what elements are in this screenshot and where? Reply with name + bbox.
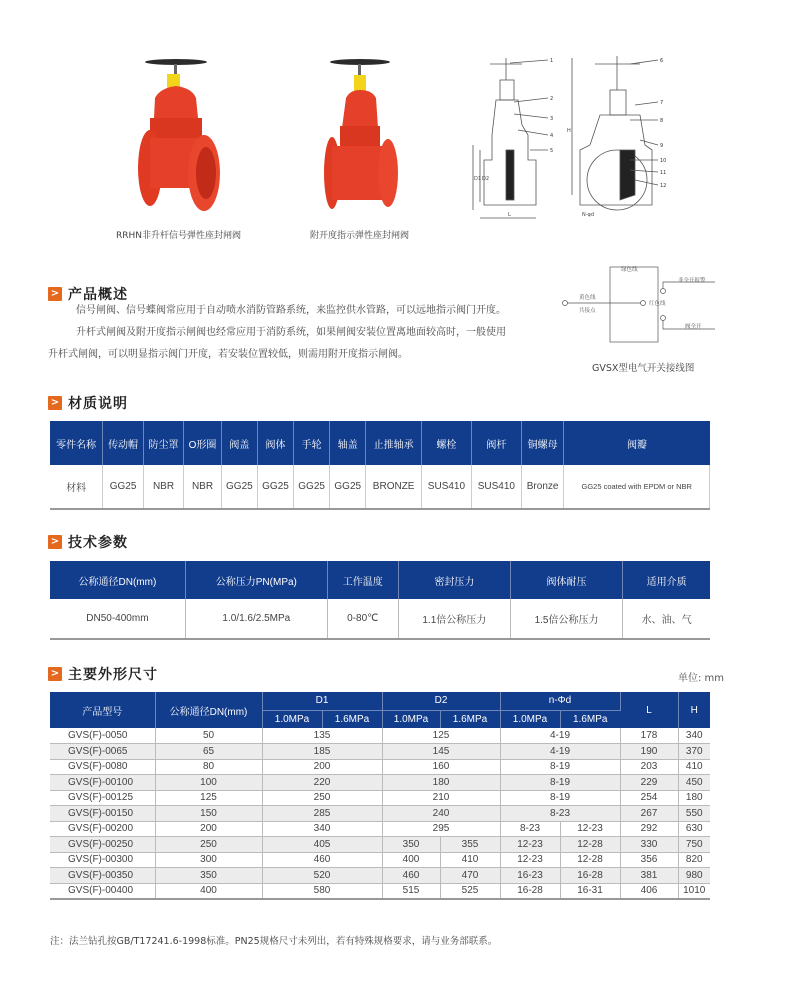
table-cell: GG25 coated with EPDM or NBR <box>564 465 710 509</box>
table-cell: GG25 <box>330 465 366 509</box>
cell-d2: 180 <box>382 775 500 791</box>
cell-d1: 135 <box>262 728 382 744</box>
cell-d2-16: 355 <box>440 837 500 853</box>
svg-text:10: 10 <box>660 158 667 164</box>
header-d2: D2 <box>382 692 500 710</box>
section-heading-dimensions <box>48 664 158 684</box>
cell-h: 820 <box>678 852 710 868</box>
svg-text:5: 5 <box>550 148 554 154</box>
header-cell: 铜螺母 <box>521 421 564 465</box>
chevron-right-icon: > <box>48 535 62 549</box>
cell-d1: 250 <box>262 790 382 806</box>
cell-d2: 160 <box>382 759 500 775</box>
wire-label-not-open-alarm: 非全开报警 <box>678 278 706 284</box>
table-cell: GG25 <box>294 465 330 509</box>
header-dn: 公称通径DN(mm) <box>155 692 262 728</box>
cell-nd-10: 8-23 <box>500 821 560 837</box>
wire-label-yellow: 黄色线 <box>579 295 596 301</box>
header-h: H <box>678 692 710 728</box>
header-pressure: 1.0MPa <box>262 710 322 728</box>
header-pressure: 1.6MPa <box>560 710 620 728</box>
cell-d1: 405 <box>262 837 382 853</box>
svg-text:H: H <box>567 128 571 134</box>
cell-d2-10: 460 <box>382 868 440 884</box>
svg-text:11: 11 <box>660 170 667 176</box>
cell-nd-10: 12-23 <box>500 837 560 853</box>
table-cell: SUS410 <box>421 465 471 509</box>
cell-model: GVS(F)-00150 <box>50 806 155 822</box>
table-cell: DN50-400mm <box>50 599 185 639</box>
header-cell: O形圈 <box>184 421 222 465</box>
cell-model: GVS(F)-00400 <box>50 883 155 899</box>
cell-nd: 4-19 <box>500 728 620 744</box>
cell-d2-10: 400 <box>382 852 440 868</box>
section-title: 技术参数 <box>68 535 128 551</box>
header-pressure: 1.6MPa <box>440 710 500 728</box>
header-l: L <box>620 692 678 728</box>
cell-h: 980 <box>678 868 710 884</box>
overview-paragraph: 信号闸阀、信号蝶阀常应用于自动喷水消防管路系统，来监控供水管路，可以远地指示阀门开度。 <box>76 305 506 316</box>
svg-text:D1: D1 <box>474 176 482 182</box>
table-cell: 1.0/1.6/2.5MPa <box>185 599 327 639</box>
table-row <box>50 837 710 853</box>
header-cell: 公称通径DN(mm) <box>50 561 185 599</box>
header-cell: 适用介质 <box>623 561 710 599</box>
header-cell: 阀体 <box>257 421 293 465</box>
cell-dn: 150 <box>155 806 262 822</box>
cell-model: GVS(F)-00200 <box>50 821 155 837</box>
table-row <box>50 852 710 868</box>
header-cell: 公称压力PN(MPa) <box>185 561 327 599</box>
cell-l: 381 <box>620 868 678 884</box>
svg-text:6: 6 <box>660 58 664 64</box>
cell-nd-10: 16-23 <box>500 868 560 884</box>
cell-d1: 460 <box>262 852 382 868</box>
chevron-right-icon: > <box>48 667 62 681</box>
section-title: 产品概述 <box>68 287 128 303</box>
cell-nd-10: 16-28 <box>500 883 560 899</box>
cell-dn: 400 <box>155 883 262 899</box>
header-pressure: 1.6MPa <box>322 710 382 728</box>
cell-nd-16: 16-31 <box>560 883 620 899</box>
cell-d2-16: 525 <box>440 883 500 899</box>
footnote: 注：法兰钻孔按GB/T17241.6-1998标准。PN25规格尺寸未列出，若有特殊规格要求，请与业务部联系。 <box>50 936 498 947</box>
cell-h: 340 <box>678 728 710 744</box>
header-cell: 密封压力 <box>398 561 510 599</box>
cell-h: 550 <box>678 806 710 822</box>
table-cell: GG25 <box>221 465 257 509</box>
cell-d2: 240 <box>382 806 500 822</box>
overview-paragraph: 升杆式闸阀，可以明显指示阀门开度，若安装位置较低，则需用附开度指示闸阀。 <box>48 349 408 360</box>
cell-d2-16: 470 <box>440 868 500 884</box>
cell-model: GVS(F)-00250 <box>50 837 155 853</box>
cell-h: 1010 <box>678 883 710 899</box>
svg-text:3: 3 <box>550 116 554 122</box>
cell-nd: 8-19 <box>500 759 620 775</box>
header-cell: 轴盖 <box>330 421 366 465</box>
chevron-right-icon: > <box>48 396 62 410</box>
svg-text:D2: D2 <box>482 176 490 182</box>
table-cell: BRONZE <box>366 465 422 509</box>
section-title: 材质说明 <box>68 396 128 412</box>
cell-h: 750 <box>678 837 710 853</box>
cell-nd: 4-19 <box>500 744 620 760</box>
cell-l: 178 <box>620 728 678 744</box>
section-heading-materials <box>48 393 128 413</box>
table-cell: 1.1倍公称压力 <box>398 599 510 639</box>
header-cell: 传动帽 <box>103 421 143 465</box>
table-row <box>50 465 710 509</box>
svg-text:2: 2 <box>550 96 554 102</box>
header-cell: 阀盖 <box>221 421 257 465</box>
product-caption-rrhn: RRHN非升杆信号弹性座封闸阀 <box>116 231 242 241</box>
header-cell: 防尘罩 <box>143 421 183 465</box>
cell-dn: 300 <box>155 852 262 868</box>
cell-l: 229 <box>620 775 678 791</box>
table-cell: 材料 <box>50 465 103 509</box>
cell-dn: 350 <box>155 868 262 884</box>
cell-d1: 200 <box>262 759 382 775</box>
header-cell: 阀体耐压 <box>510 561 622 599</box>
table-row <box>50 728 710 744</box>
table-cell: 0-80℃ <box>327 599 398 639</box>
header-cell: 止推轴承 <box>366 421 422 465</box>
cell-h: 410 <box>678 759 710 775</box>
cell-d2-10: 350 <box>382 837 440 853</box>
cell-d1: 185 <box>262 744 382 760</box>
cell-model: GVS(F)-0065 <box>50 744 155 760</box>
table-row <box>50 775 710 791</box>
wire-label-full-open: 阀全开 <box>685 324 702 330</box>
table-cell: NBR <box>143 465 183 509</box>
header-cell: 阀杆 <box>471 421 521 465</box>
header-nd: n-Φd <box>500 692 620 710</box>
valve-photo-indicator <box>322 58 402 218</box>
cell-dn: 250 <box>155 837 262 853</box>
cell-nd: 8-19 <box>500 775 620 791</box>
svg-text:8: 8 <box>660 118 664 124</box>
cell-nd: 8-23 <box>500 806 620 822</box>
header-d1: D1 <box>262 692 382 710</box>
wiring-caption: GVSX型电气开关接线图 <box>592 363 695 374</box>
table-header-row <box>50 561 710 599</box>
wire-label-common: 共接点 <box>579 308 596 314</box>
table-header-row <box>50 421 710 465</box>
section-heading-tech <box>48 532 128 552</box>
cell-d2-16: 410 <box>440 852 500 868</box>
cell-dn: 200 <box>155 821 262 837</box>
cell-d1: 285 <box>262 806 382 822</box>
table-row <box>50 790 710 806</box>
table-row <box>50 806 710 822</box>
cell-l: 267 <box>620 806 678 822</box>
svg-text:4: 4 <box>550 133 554 139</box>
cell-d1: 220 <box>262 775 382 791</box>
cell-l: 356 <box>620 852 678 868</box>
cell-l: 203 <box>620 759 678 775</box>
cell-nd-16: 16-28 <box>560 868 620 884</box>
header-cell: 零件名称 <box>50 421 103 465</box>
cell-dn: 50 <box>155 728 262 744</box>
svg-text:9: 9 <box>660 143 664 149</box>
table-row <box>50 821 710 837</box>
dimensions-table <box>50 692 710 900</box>
table-cell: Bronze <box>521 465 564 509</box>
cell-h: 370 <box>678 744 710 760</box>
cell-l: 190 <box>620 744 678 760</box>
cell-h: 180 <box>678 790 710 806</box>
table-row <box>50 759 710 775</box>
table-cell: 水、油、气 <box>641 615 692 626</box>
overview-paragraph: 升杆式闸阀及附开度指示闸阀也经常应用于消防系统，如果闸阀安装位置离地面较高时，一般使用 <box>76 327 506 338</box>
wire-label-red: 红色线 <box>649 301 666 307</box>
cell-l: 292 <box>620 821 678 837</box>
cell-d1: 580 <box>262 883 382 899</box>
cell-nd-16: 12-28 <box>560 837 620 853</box>
svg-text:L: L <box>508 212 511 218</box>
valve-cross-section-drawing <box>470 50 685 220</box>
cell-h: 450 <box>678 775 710 791</box>
header-cell: 螺栓 <box>421 421 471 465</box>
overview-text <box>48 300 548 366</box>
svg-text:1: 1 <box>550 58 554 64</box>
cell-d2: 145 <box>382 744 500 760</box>
unit-label: 单位: mm <box>678 673 725 684</box>
cell-d2: 210 <box>382 790 500 806</box>
wire-label-green: 绿色线 <box>621 267 638 273</box>
cell-d1: 340 <box>262 821 382 837</box>
cell-l: 330 <box>620 837 678 853</box>
cell-model: GVS(F)-00100 <box>50 775 155 791</box>
table-row <box>50 599 710 639</box>
table-row <box>50 883 710 899</box>
cell-d1: 520 <box>262 868 382 884</box>
materials-table <box>50 421 710 510</box>
cell-nd-10: 12-23 <box>500 852 560 868</box>
table-cell: GG25 <box>103 465 143 509</box>
header-cell: 阀瓣 <box>564 421 710 465</box>
product-caption-indicator: 附开度指示弹性座封闸阀 <box>310 231 410 241</box>
cell-d2: 125 <box>382 728 500 744</box>
header-model: 产品型号 <box>50 692 155 728</box>
cell-nd: 8-19 <box>500 790 620 806</box>
header-pressure: 1.0MPa <box>382 710 440 728</box>
cell-model: GVS(F)-00350 <box>50 868 155 884</box>
table-cell: GG25 <box>257 465 293 509</box>
cell-dn: 125 <box>155 790 262 806</box>
table-cell: NBR <box>184 465 222 509</box>
valve-photo-rrhn <box>130 58 220 218</box>
cell-model: GVS(F)-00300 <box>50 852 155 868</box>
tech-params-table <box>50 561 710 640</box>
cell-dn: 65 <box>155 744 262 760</box>
section-title: 主要外形尺寸 <box>68 667 158 683</box>
table-header-row <box>50 692 710 710</box>
table-cell: SUS410 <box>471 465 521 509</box>
cell-dn: 100 <box>155 775 262 791</box>
wiring-diagram <box>555 262 715 362</box>
cell-d2-10: 515 <box>382 883 440 899</box>
cell-nd-16: 12-28 <box>560 852 620 868</box>
cell-model: GVS(F)-0050 <box>50 728 155 744</box>
svg-text:12: 12 <box>660 183 667 189</box>
table-cell: 1.5倍公称压力 <box>510 599 622 639</box>
cell-dn: 80 <box>155 759 262 775</box>
chevron-right-icon: > <box>48 287 62 301</box>
svg-text:7: 7 <box>660 100 664 106</box>
header-pressure: 1.0MPa <box>500 710 560 728</box>
header-cell: 工作温度 <box>327 561 398 599</box>
cell-nd-16: 12-23 <box>560 821 620 837</box>
cell-model: GVS(F)-00125 <box>50 790 155 806</box>
cell-l: 254 <box>620 790 678 806</box>
cell-l: 406 <box>620 883 678 899</box>
cell-d2: 295 <box>382 821 500 837</box>
cell-model: GVS(F)-0080 <box>50 759 155 775</box>
table-row <box>50 868 710 884</box>
cell-h: 630 <box>678 821 710 837</box>
svg-text:N-φd: N-φd <box>582 212 595 218</box>
table-row <box>50 744 710 760</box>
header-cell: 手轮 <box>294 421 330 465</box>
